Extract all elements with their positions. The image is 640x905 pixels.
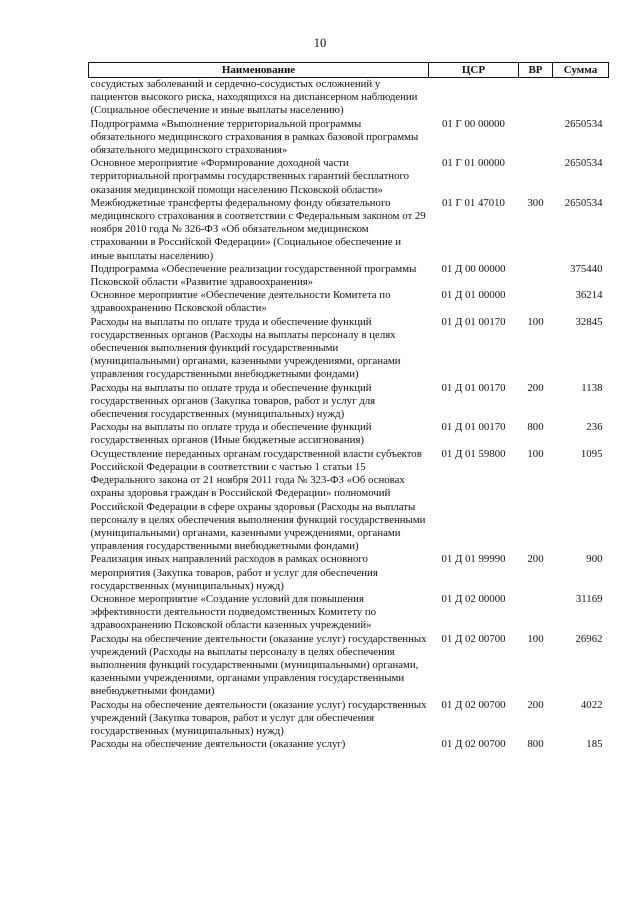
cell-name: Расходы на обеспечение деятельности (оказание услуг) — [90, 738, 346, 751]
table-row — [89, 633, 609, 699]
cell-name: Реализация иных направлений расходов в рамках основного мероприятия (Закупка товаров, работ и услуг для обеспечения государственных (муниципальных) нужд) — [90, 553, 378, 592]
cell-name: Подпрограмма «Выполнение территориальной программы обязательного медицинского страхования в рамках базовой программы обязательного медицинского страхования» — [90, 117, 419, 157]
header-name: Наименование — [89, 63, 429, 78]
cell-sum: 1095 — [580, 447, 603, 460]
cell-vr: 200 — [527, 381, 544, 394]
cell-csr: 01 Г 01 47010 — [442, 196, 505, 209]
cell-name: Основное мероприятие «Обеспечение деятельности Комитета по здравоохранению Псковской области» — [90, 289, 391, 315]
table-row — [89, 593, 609, 633]
cell-csr: 01 Д 01 00170 — [441, 421, 506, 434]
cell-vr: 300 — [527, 196, 544, 209]
cell-name: Расходы на обеспечение деятельности (оказание услуг) государственных учреждений (Закупка товаров, работ и услуг для обеспечения государственных (муниципальных) нужд) — [90, 698, 427, 737]
cell-vr: 800 — [527, 738, 544, 751]
table-row — [89, 699, 609, 739]
cell-sum: 32845 — [575, 315, 603, 328]
cell-sum: 185 — [586, 738, 603, 751]
table-row — [89, 118, 609, 158]
cell-csr: 01 Д 00 00000 — [441, 262, 506, 275]
table-row — [89, 553, 609, 593]
cell-csr: 01 Д 01 00170 — [441, 381, 506, 394]
table-row — [89, 157, 609, 197]
cell-name: Основное мероприятие «Создание условий для повышения эффективности деятельности подведомственных Комитету по здравоохранению Псковской области казенных учреждений» — [90, 592, 377, 632]
cell-sum: 36214 — [575, 289, 603, 302]
cell-sum: 2650534 — [564, 117, 603, 130]
cell-name: Расходы на выплаты по оплате труда и обеспечение функций государственных органов (Иные бюджетные ассигнования) — [90, 421, 372, 447]
table-header — [89, 63, 609, 78]
cell-csr: 01 Д 02 00700 — [441, 698, 506, 711]
cell-vr — [519, 593, 553, 633]
cell-vr: 100 — [527, 632, 544, 645]
cell-csr: 01 Д 01 00000 — [441, 289, 506, 302]
cell-name: Межбюджетные трансферты федеральному фонду обязательного медицинского страхования в соответствии с Федеральным законом от 29 ноября 2010 года № 326-ФЗ «Об обязательном медицинском страховании в Российской Федерации» (Социальное обеспечение и иные выплаты населению) — [90, 196, 426, 262]
table-row — [89, 448, 609, 554]
cell-sum: 1138 — [581, 381, 603, 394]
cell-vr — [519, 118, 553, 158]
page-number: 10 — [313, 36, 327, 50]
table-row — [89, 738, 609, 751]
cell-vr: 200 — [527, 698, 544, 711]
cell-vr — [519, 289, 553, 315]
cell-sum: 375440 — [570, 262, 603, 275]
cell-name: Подпрограмма «Обеспечение реализации государственной программы Псковской области «Развитие здравоохранения» — [90, 262, 417, 289]
cell-name: Расходы на выплаты по оплате труда и обеспечение функций государственных органов (Закупка товаров, работ и услуг для обеспечения государственных (муниципальных) нужд) — [90, 381, 376, 421]
cell-csr: 01 Д 01 99990 — [441, 553, 506, 566]
cell-sum: 2650534 — [564, 196, 603, 209]
table-row — [89, 382, 609, 422]
cell-name: Основное мероприятие «Формирование доходной части территориальной программы государственных гарантий бесплатного оказания медицинской помощи населению Псковской области» — [90, 157, 410, 196]
cell-name: Осуществление переданных органам государственной власти субъектов Российской Федерации в соответствии с частью 1 статьи 15 Федерального закона от 21 ноября 2011 года № 323-ФЗ «Об основах охраны здоровья граждан в Российской Федерации» полномочий Российской Федерации в сфере охраны здоровья (Расходы на выплаты персоналу в целях обеспечения выполнения функций государственными (муниципальными) органами, казенными учреждениями, органами управления государственными внебюджетными фондами) — [90, 447, 426, 553]
cell-name: Расходы на обеспечение деятельности (оказание услуг) государственных учреждений (Расходы на выплаты персоналу в целях обеспечения выполнения функций государственными (муниципальными) органами, казенными учреждениями, органами управления государственными внебюджетными фондами) — [90, 632, 427, 698]
table-row — [89, 289, 609, 315]
header-row — [89, 63, 609, 78]
table-body — [89, 78, 609, 752]
cell-sum — [553, 78, 609, 118]
table-row — [89, 263, 609, 289]
cell-csr — [429, 78, 519, 118]
header-sum: Сумма — [553, 63, 609, 78]
cell-csr: 01 Д 02 00700 — [441, 738, 506, 751]
cell-name: Расходы на выплаты по оплате труда и обеспечение функций государственных органов (Расходы на выплаты персоналу в целях обеспечения выполнения функций государственными (муниципальными) органами, казенными учреждениями, органами управления государственными внебюджетными фондами) — [90, 315, 401, 381]
cell-name: сосудистых заболеваний и сердечно-сосудистых осложнений у пациентов высокого риска, находящихся на диспансерном наблюдении (Социальное обеспечение и иные выплаты населению) — [90, 78, 418, 117]
header-csr: ЦСР — [429, 63, 519, 78]
cell-sum: 900 — [586, 553, 603, 566]
cell-vr: 100 — [527, 315, 544, 328]
cell-csr: 01 Г 00 00000 — [442, 117, 505, 130]
table-row — [89, 316, 609, 382]
cell-csr: 01 Г 01 00000 — [442, 157, 505, 170]
header-vr: ВР — [519, 63, 553, 78]
table-row — [89, 421, 609, 447]
budget-table — [88, 62, 609, 751]
cell-sum: 236 — [586, 421, 603, 434]
cell-csr: 01 Д 02 00000 — [441, 592, 506, 605]
cell-vr: 800 — [527, 421, 544, 434]
cell-vr — [519, 157, 553, 197]
cell-vr: 100 — [527, 447, 544, 460]
cell-sum: 2650534 — [564, 157, 603, 170]
cell-vr — [519, 263, 553, 289]
table-row — [89, 78, 609, 118]
table-row — [89, 197, 609, 263]
cell-sum: 26962 — [575, 632, 603, 645]
cell-csr: 01 Д 01 00170 — [441, 315, 506, 328]
cell-sum: 31169 — [575, 592, 603, 605]
cell-vr — [519, 78, 553, 118]
cell-sum: 4022 — [580, 698, 603, 711]
cell-vr: 200 — [527, 553, 544, 566]
cell-csr: 01 Д 01 59800 — [441, 447, 506, 460]
cell-csr: 01 Д 02 00700 — [441, 632, 506, 645]
